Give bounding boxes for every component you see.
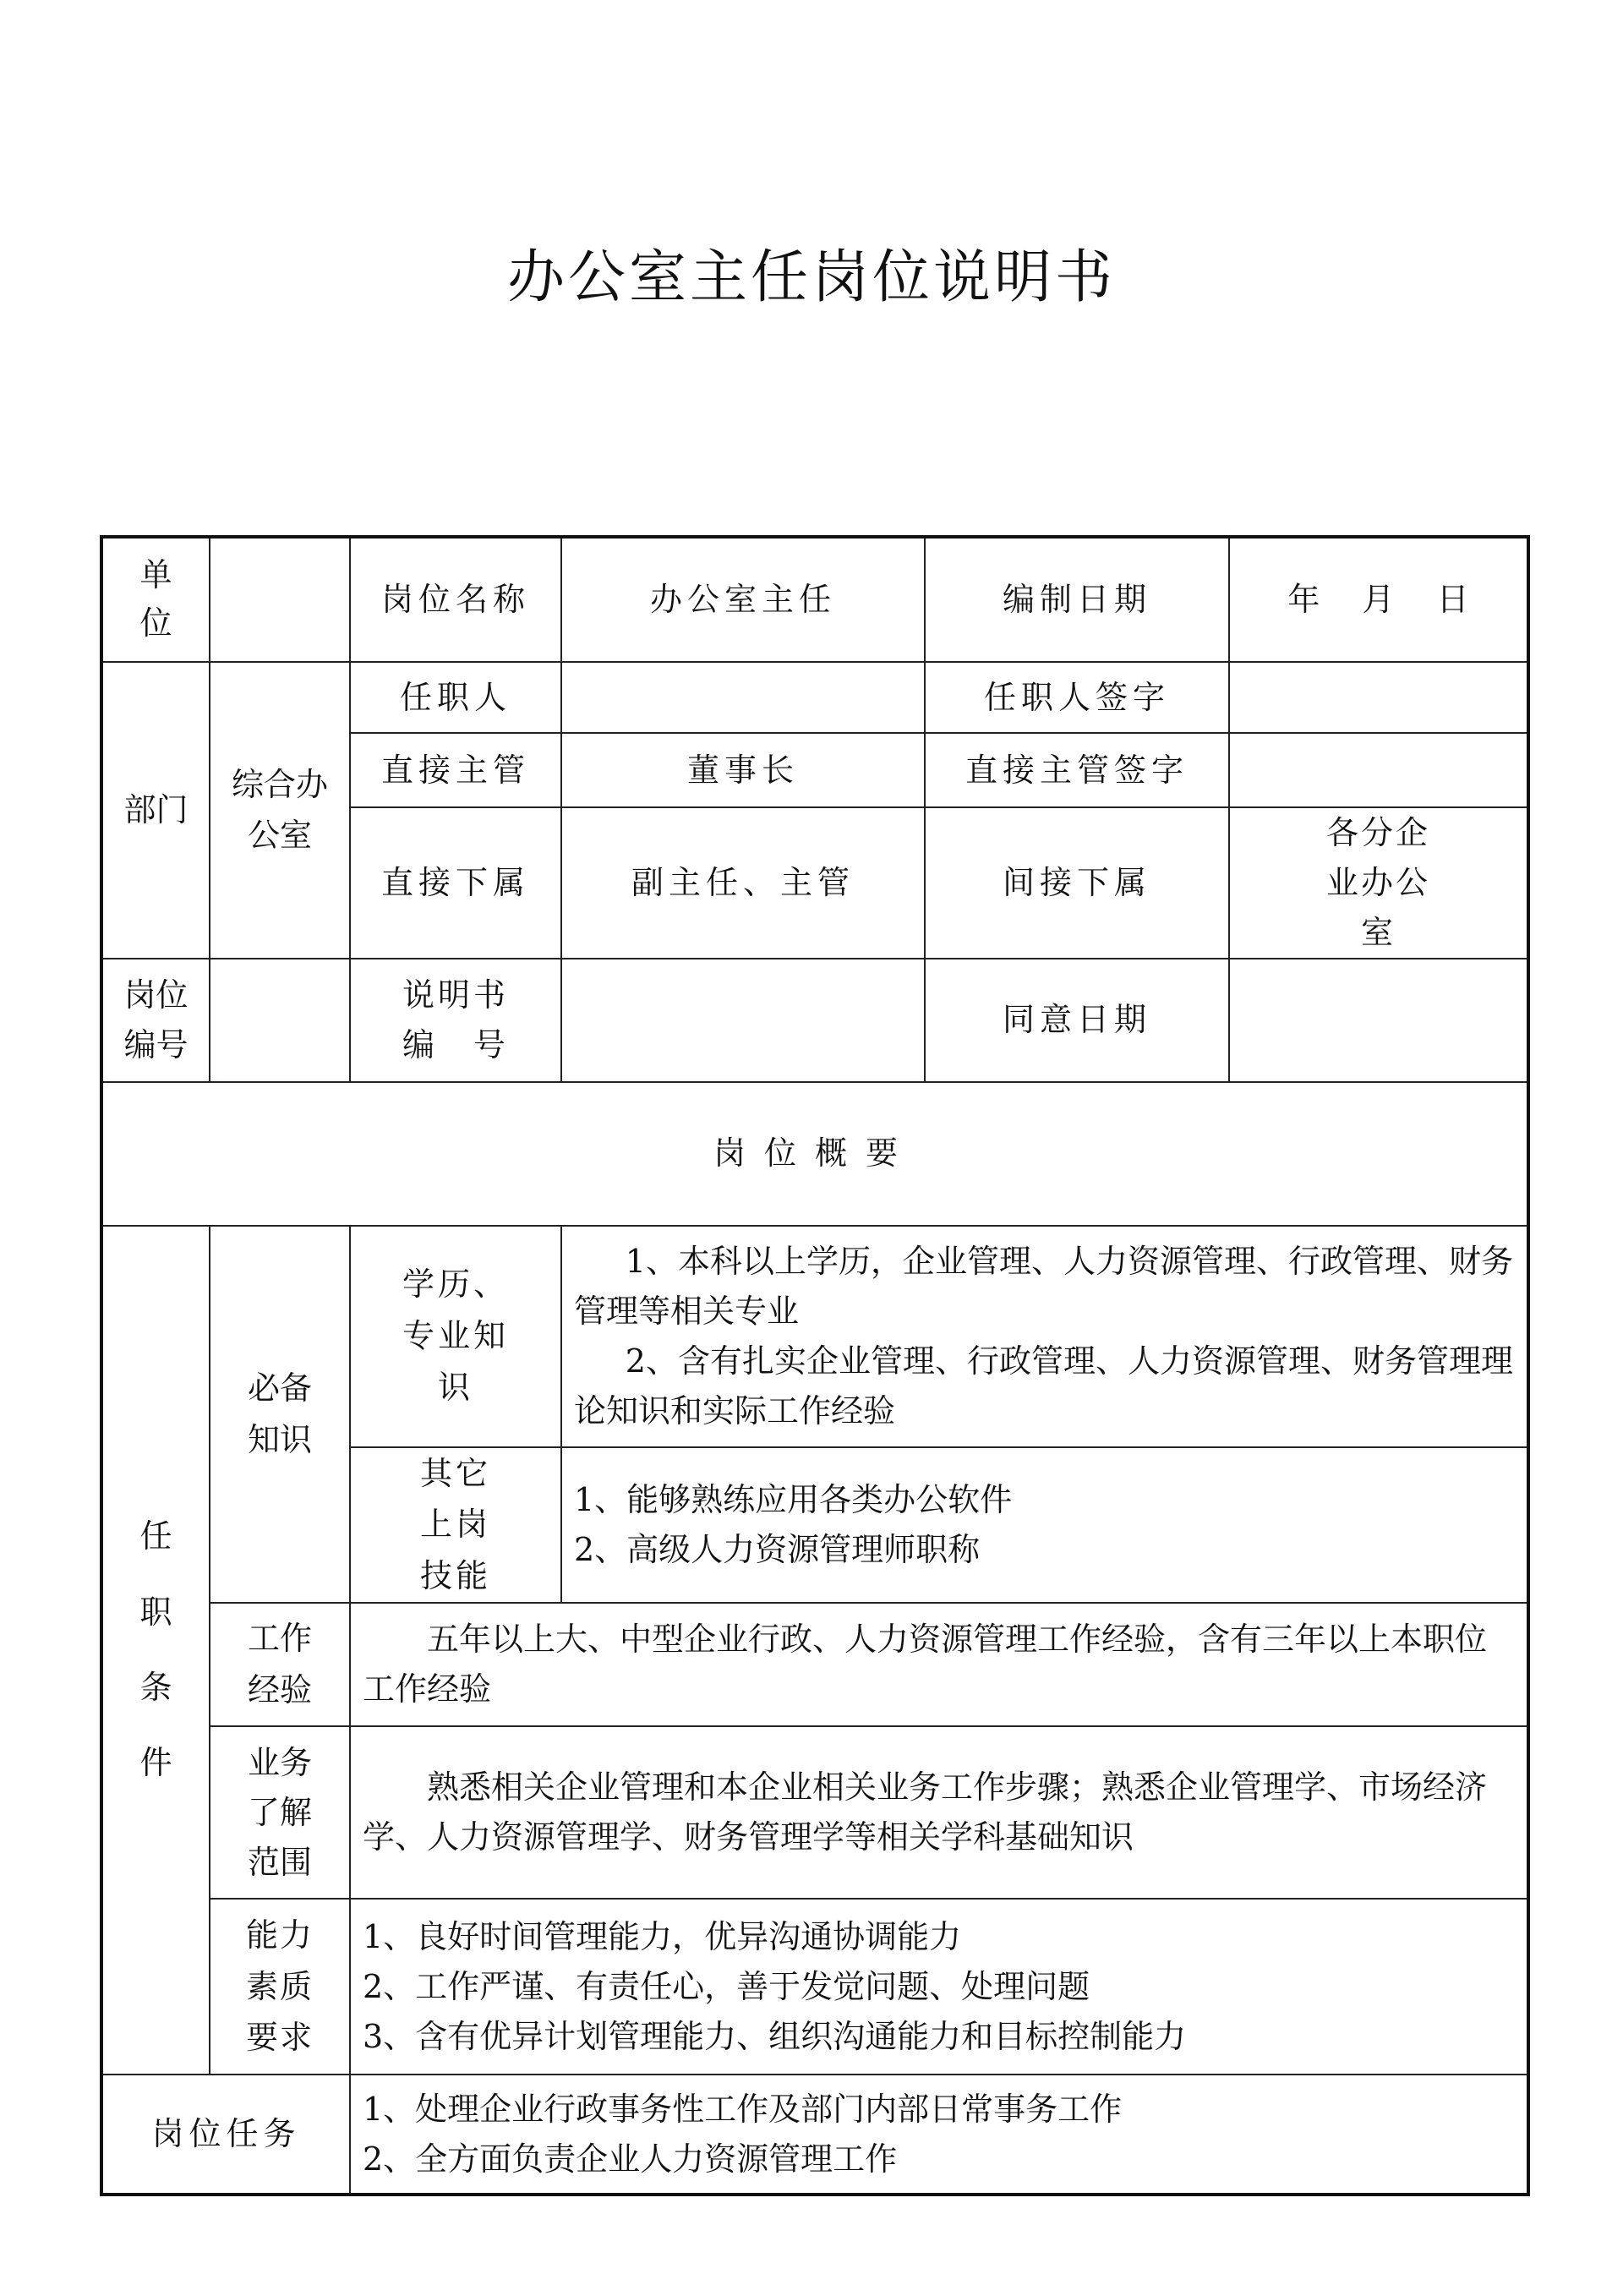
other-skills-label: 其它上岗技能 [350,1447,561,1603]
education-item-2: 2、含有扎实企业管理、行政管理、人力资源管理、财务管理理论知识和实际工作经验 [574,1342,1513,1430]
education-content [561,1226,1528,1447]
supervisor-signature-value[interactable] [1229,733,1528,807]
unit-label: 单位 [101,537,210,662]
work-experience-label: 工作经验 [210,1603,350,1726]
qualifications-label: 任职条件 [101,1226,210,2075]
doc-code-value[interactable] [561,959,925,1082]
approve-date-value[interactable] [1229,959,1528,1082]
department-label: 部门 [101,662,210,959]
direct-subordinates-value[interactable]: 副主任、主管 [561,807,925,959]
row-incumbent [101,662,1528,733]
position-name-value[interactable]: 办公室主任 [561,537,925,662]
summary-header: 岗位概要 [101,1082,1528,1226]
row-work-experience [101,1603,1528,1726]
required-knowledge-label: 必备知识 [210,1226,350,1603]
task-item-2: 2、全方面负责企业人力资源管理工作 [363,2140,898,2178]
indirect-subordinates-value[interactable]: 各分企业办公室 [1229,807,1528,959]
position-name-label: 岗位名称 [350,537,561,662]
direct-supervisor-value[interactable]: 董事长 [561,733,925,807]
direct-supervisor-label: 直接主管 [350,733,561,807]
task-item-1: 1、处理企业行政事务性工作及部门内部日常事务工作 [363,2090,1123,2128]
incumbent-signature-value[interactable] [1229,662,1528,733]
work-experience-value: 五年以上大、中型企业行政、人力资源管理工作经验，含有三年以上本职位工作经验 [350,1603,1528,1726]
row-tasks [101,2075,1528,2195]
ability-label: 能力素质要求 [210,1899,350,2075]
document-title: 办公室主任岗位说明书 [506,244,1116,311]
other-skills-item-2: 2、高级人力资源管理师职称 [574,1530,981,1568]
ability-item-1: 1、良好时间管理能力，优异沟通协调能力 [363,1917,962,1955]
other-skills-item-1: 1、能够熟练应用各类办公软件 [574,1480,1013,1518]
ability-content [350,1899,1528,2075]
prepared-date-label: 编制日期 [925,537,1229,662]
business-scope-label: 业务了解范围 [210,1726,350,1899]
ability-item-2: 2、工作严谨、有责任心，善于发觉问题、处理问题 [363,1967,1090,2005]
education-item-1: 1、本科以上学历，企业管理、人力资源管理、行政管理、财务管理等相关专业 [574,1242,1513,1330]
position-code-label: 岗位编号 [101,959,210,1082]
unit-value[interactable] [210,537,350,662]
business-scope-value: 熟悉相关企业管理和本企业相关业务工作步骤；熟悉企业管理学、市场经济学、人力资源管理学、财务管理学等相关学科基础知识 [350,1726,1528,1899]
supervisor-signature-label: 直接主管签字 [925,733,1229,807]
indirect-subordinates-label: 间接下属 [925,807,1229,959]
prepared-date-value[interactable]: 年 月 日 [1229,537,1528,662]
incumbent-value[interactable] [561,662,925,733]
row-unit [101,537,1528,662]
position-code-value[interactable] [210,959,350,1082]
row-summary-header [101,1082,1528,1226]
incumbent-signature-label: 任职人签字 [925,662,1229,733]
other-skills-content [561,1447,1528,1603]
tasks-content [350,2075,1528,2195]
ability-item-3: 3、含有优异计划管理能力、组织沟通能力和目标控制能力 [363,2017,1187,2055]
job-description-table [100,535,1530,2196]
approve-date-label: 同意日期 [925,959,1229,1082]
education-label: 学历、专业知识 [350,1226,561,1447]
row-ability [101,1899,1528,2075]
row-education [101,1226,1528,1447]
incumbent-label: 任职人 [350,662,561,733]
direct-subordinates-label: 直接下属 [350,807,561,959]
department-value: 综合办公室 [210,662,350,959]
row-codes [101,959,1528,1082]
row-business-scope [101,1726,1528,1899]
tasks-label: 岗位任务 [101,2075,350,2195]
doc-code-label: 说明书编 号 [350,959,561,1082]
